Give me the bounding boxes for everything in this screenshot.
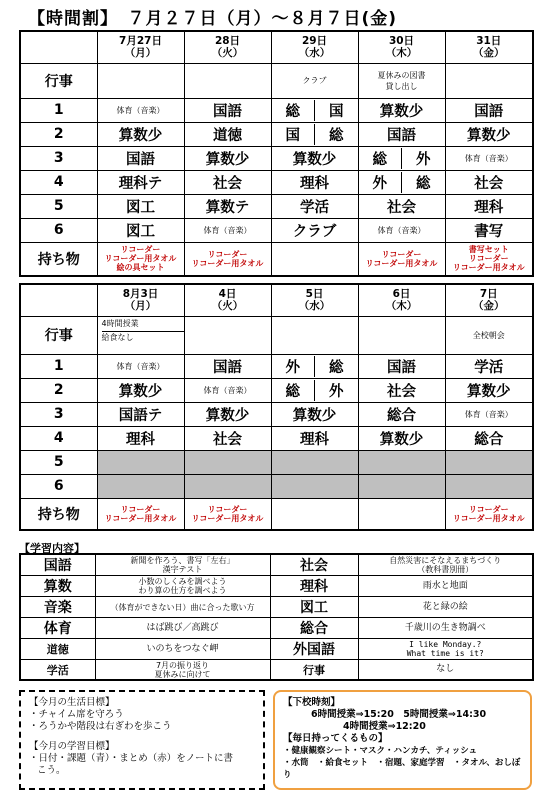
class-cell: 算数少: [358, 426, 445, 450]
class-cell: 体育（音楽）: [445, 402, 533, 426]
timetable-week1: [19, 30, 534, 277]
class-cell: 国語: [445, 98, 533, 122]
events-label: 行事: [20, 316, 97, 354]
timetable-week2: [19, 283, 534, 531]
subject-name: 理科: [270, 576, 358, 597]
class-cell: 算数少: [445, 378, 533, 402]
class-cell: 図工: [97, 218, 184, 242]
dismissal-box: [273, 690, 532, 790]
day-header: 28日 （火）: [184, 31, 271, 63]
event-cell: 全校朝会: [445, 316, 533, 354]
daily-item: ・健康観察シート・マスク・ハンカチ、ティッシュ: [283, 746, 478, 756]
class-cell: 外 総: [358, 170, 445, 194]
empty-cell: [97, 450, 184, 474]
class-cell: 国 総: [271, 122, 358, 146]
class-cell: 体育（音楽）: [358, 218, 445, 242]
class-cell: 国語: [184, 354, 271, 378]
subject-name: 国語: [20, 554, 95, 576]
study-goal-title: 【今月の学習目標】: [29, 741, 115, 752]
class-cell: 総 外: [358, 146, 445, 170]
page-title: 【時間割】 ７月２７日（月）～８月７日(金): [28, 9, 398, 29]
period-label: 3: [20, 402, 97, 426]
event-cell: [184, 316, 271, 354]
class-cell: 算数少: [445, 122, 533, 146]
daily-items-title: 【毎日持ってくるもの】: [283, 733, 388, 744]
class-cell: 理科テ: [97, 170, 184, 194]
subject-desc: （体育ができない日）曲に合った歌い方: [95, 597, 270, 618]
class-cell: 算数少: [184, 146, 271, 170]
event-cell: [445, 63, 533, 98]
belongings-cell: リコーダー リコーダー用タオル 絵の具セット: [97, 242, 184, 276]
belongings-cell: リコーダー リコーダー用タオル: [358, 242, 445, 276]
period-label: 1: [20, 354, 97, 378]
empty-cell: [97, 474, 184, 498]
class-cell: 算数少: [271, 402, 358, 426]
events-label: 行事: [20, 63, 97, 98]
class-cell: 算数少: [97, 378, 184, 402]
class-cell: 理科: [271, 426, 358, 450]
period-label: 4: [20, 426, 97, 450]
subject-name: 図工: [270, 597, 358, 618]
belongings-cell: [271, 242, 358, 276]
class-cell: 社会: [445, 170, 533, 194]
class-cell: 国語: [358, 122, 445, 146]
subject-desc: 自然災害にそなえるまちづくり （教科書別冊）: [358, 554, 533, 576]
learning-section-label: 【学習内容】: [19, 542, 85, 555]
subject-name: 音楽: [20, 597, 95, 618]
empty-cell: [445, 474, 533, 498]
period-label: 5: [20, 450, 97, 474]
empty-cell: [358, 474, 445, 498]
class-cell: 学活: [271, 194, 358, 218]
day-header: 31日 （金）: [445, 31, 533, 63]
class-cell: クラブ: [271, 218, 358, 242]
event-text: 4時間授業: [101, 318, 139, 328]
subject-name: 学活: [20, 660, 95, 681]
period-label: 6: [20, 474, 97, 498]
class-cell: 社会: [358, 194, 445, 218]
day-header: 6日 （木）: [358, 284, 445, 316]
belongings-cell: リコーダー リコーダー用タオル: [184, 242, 271, 276]
subject-desc: 雨水と地面: [358, 576, 533, 597]
period-label: 2: [20, 122, 97, 146]
daily-item: ・水筒 ・給食セット ・宿題、家庭学習 ・タオル、おしぼり: [283, 758, 521, 780]
corner-cell: [20, 284, 97, 316]
period-label: 6: [20, 218, 97, 242]
day-header: 5日 （水）: [271, 284, 358, 316]
period-label: 2: [20, 378, 97, 402]
class-cell: 国語: [184, 98, 271, 122]
event-cell: [184, 63, 271, 98]
day-header: 8月3日 （月）: [97, 284, 184, 316]
subject-desc: I like Monday.? What time is it?: [358, 639, 533, 660]
period-label: 4: [20, 170, 97, 194]
empty-cell: [445, 450, 533, 474]
event-text: 給食なし: [101, 332, 134, 342]
subject-desc: いのちをつなぐ岬: [95, 639, 270, 660]
class-cell: 学活: [445, 354, 533, 378]
class-cell: 算数少: [358, 98, 445, 122]
subject-desc: 小数のしくみを調べよう わり算の仕方を調べよう: [95, 576, 270, 597]
life-goal-item: ・チャイム席を守ろう: [29, 709, 124, 720]
day-header: 7月27日 （月）: [97, 31, 184, 63]
event-cell: [271, 316, 358, 354]
empty-cell: [271, 474, 358, 498]
class-cell: 理科: [271, 170, 358, 194]
empty-cell: [184, 474, 271, 498]
class-cell: 算数少: [97, 122, 184, 146]
belongings-label: 持ち物: [20, 242, 97, 276]
class-cell: 体育（音楽）: [184, 378, 271, 402]
subject-desc: 7月の振り返り 夏休みに向けて: [95, 660, 270, 681]
class-cell: 体育（音楽）: [445, 146, 533, 170]
subject-name: 社会: [270, 554, 358, 576]
belongings-cell: リコーダー リコーダー用タオル: [97, 498, 184, 530]
study-goal-item: ・日付・課題（青）・まとめ（赤）をノートに書: [29, 753, 233, 764]
corner-cell: [20, 31, 97, 63]
event-cell: 夏休みの図書 貸し出し: [358, 63, 445, 98]
period-label: 1: [20, 98, 97, 122]
study-goal-item: こう。: [37, 765, 66, 776]
dismissal-title: 【下校時刻】: [283, 697, 341, 708]
class-cell: 国語: [97, 146, 184, 170]
event-cell: クラブ: [271, 63, 358, 98]
learning-table: [19, 553, 534, 681]
arrow-line: [102, 331, 185, 332]
day-header: 29日 （水）: [271, 31, 358, 63]
class-cell: 社会: [358, 378, 445, 402]
class-cell: 総合: [358, 402, 445, 426]
class-cell: 算数テ: [184, 194, 271, 218]
dismissal-time: 6時間授業⇒15:20 5時間授業⇒14:30: [311, 709, 487, 720]
monthly-goals-box: [19, 690, 265, 790]
day-header: 30日 （木）: [358, 31, 445, 63]
event-cell: [97, 316, 184, 354]
subject-name: 算数: [20, 576, 95, 597]
subject-name: 体育: [20, 618, 95, 639]
empty-cell: [358, 450, 445, 474]
day-header: 7日 （金）: [445, 284, 533, 316]
class-cell: 総 国: [271, 98, 358, 122]
subject-desc: 千歳川の生き物調べ: [358, 618, 533, 639]
class-cell: 体育（音楽）: [184, 218, 271, 242]
class-cell: 理科: [445, 194, 533, 218]
subject-desc: はば跳び／高跳び: [95, 618, 270, 639]
life-goal-item: ・ろうかや階段は右ぎわを歩こう: [29, 721, 172, 732]
class-cell: 書写: [445, 218, 533, 242]
subject-desc: なし: [358, 660, 533, 681]
class-cell: 算数少: [184, 402, 271, 426]
period-label: 5: [20, 194, 97, 218]
dismissal-time: 4時間授業⇒12:20: [343, 721, 426, 732]
belongings-cell: リコーダー リコーダー用タオル: [445, 498, 533, 530]
belongings-cell: リコーダー リコーダー用タオル: [184, 498, 271, 530]
class-cell: 総 外: [271, 378, 358, 402]
class-cell: 算数少: [271, 146, 358, 170]
subject-desc: 新聞を作ろう、書写「左右」 漢字テスト: [95, 554, 270, 576]
belongings-cell: [358, 498, 445, 530]
empty-cell: [271, 450, 358, 474]
belongings-cell: [271, 498, 358, 530]
day-header: 4日 （火）: [184, 284, 271, 316]
period-label: 3: [20, 146, 97, 170]
subject-desc: 花と緑の絵: [358, 597, 533, 618]
subject-name: 道徳: [20, 639, 95, 660]
class-cell: 体育（音楽）: [97, 354, 184, 378]
event-cell: [97, 63, 184, 98]
life-goal-title: 【今月の生活目標】: [29, 697, 115, 708]
class-cell: 国語: [358, 354, 445, 378]
subject-name: 総合: [270, 618, 358, 639]
class-cell: 総合: [445, 426, 533, 450]
class-cell: 社会: [184, 170, 271, 194]
class-cell: 理科: [97, 426, 184, 450]
belongings-label: 持ち物: [20, 498, 97, 530]
subject-name: 外国語: [270, 639, 358, 660]
class-cell: 社会: [184, 426, 271, 450]
class-cell: 図工: [97, 194, 184, 218]
class-cell: 外 総: [271, 354, 358, 378]
class-cell: 国語テ: [97, 402, 184, 426]
event-cell: [358, 316, 445, 354]
subject-name: 行事: [270, 660, 358, 681]
class-cell: 体育（音楽）: [97, 98, 184, 122]
empty-cell: [184, 450, 271, 474]
class-cell: 道徳: [184, 122, 271, 146]
belongings-cell: 書写セット リコーダー リコーダー用タオル: [445, 242, 533, 276]
